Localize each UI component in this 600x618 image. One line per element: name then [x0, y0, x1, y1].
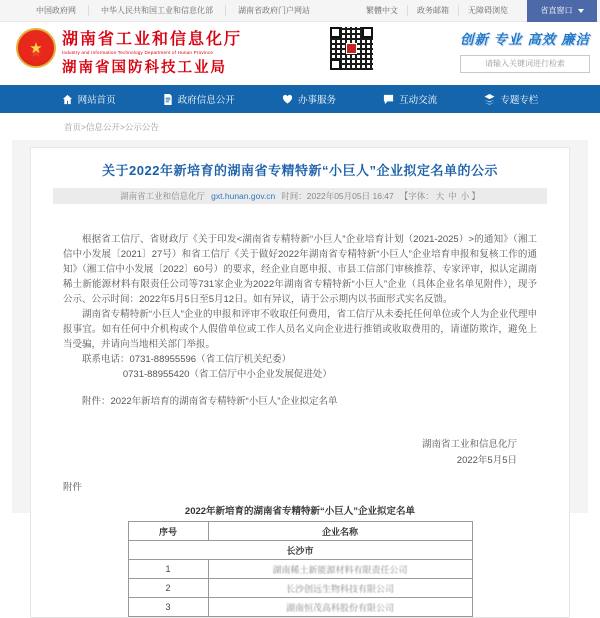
- table-group-row: [128, 541, 472, 560]
- article-body: [45, 232, 555, 495]
- top-links-left: [0, 5, 322, 16]
- article-meta-bar: [53, 188, 547, 204]
- site-search: [460, 53, 590, 71]
- signature-org: 湖南省工业和信息化厅: [421, 439, 517, 450]
- nav-item-special-columns[interactable]: [484, 92, 538, 106]
- font-label: 【字体：: [399, 191, 434, 201]
- link-china-gov[interactable]: 中国政府网: [24, 5, 89, 16]
- paragraph: 根据省工信厅、省财政厅《关于印发<湖南省专精特新“小巨人”企业培育计划（2021-2025）>的通知》（湘工信中小发展〔2021〕27号）和省工信厅《关于做好2022年湖南省专精特新“小巨人”企业培育申报和复核工作的通知》（湘工信中小发展〔2022〕60号）的要求，经企业自愿申报、市县工信部门审核推荐、专家评审，拟认定湖南稀土新能源材料有限责任公司等731家企业为2022年湖南省专精特新“小巨人”企业（具体企业名单见附件），现予公示、公示时间：2022年5月5日至5月12日。如有异议，请于公示期内以书面形式实名反馈。: [63, 234, 537, 305]
- row-no: 2: [128, 579, 208, 598]
- link-hunan-portal[interactable]: 湖南省政府门户网站: [238, 6, 310, 15]
- table-header-row: [128, 522, 472, 541]
- link-traditional-chinese[interactable]: 繁體中文: [366, 6, 398, 15]
- attachment-line[interactable]: 附件：2022年新培育的湖南省专精特新“小巨人”企业拟定名单: [82, 396, 338, 407]
- org-name-en: Industry and Information Technology Department of Hunan Province: [62, 50, 214, 55]
- row-no: 3: [128, 598, 208, 617]
- company-name: 长沙创远生物科技有限公司: [208, 579, 472, 598]
- meta-time: 时间：2022年05月05日 16:47: [281, 191, 394, 201]
- link-gov-mailbox[interactable]: 政务邮箱: [407, 5, 458, 16]
- nav-item-home[interactable]: [62, 92, 116, 106]
- contact-phone-2: 0731-88955420（省工信厅中小企业发展促进处）: [122, 369, 332, 380]
- layers-icon: [484, 94, 495, 105]
- top-links-right: [357, 0, 600, 22]
- slogan-word: 创新: [460, 32, 489, 47]
- group-city: 长沙市: [128, 541, 472, 560]
- nav-label: 互动交流: [399, 95, 438, 106]
- signature-date: 2022年5月5日: [456, 455, 517, 466]
- page-title: 关于2022年新培育的湖南省专精特新“小巨人”企业拟定名单的公示: [102, 163, 498, 178]
- contact-phone-1: 联系电话：0731-88955596（省工信厅机关纪委）: [82, 354, 292, 365]
- org-title-block: [62, 26, 242, 77]
- qr-code: [330, 27, 373, 70]
- site-header: [0, 22, 600, 85]
- table-row: [128, 579, 472, 598]
- chevron-down-icon: [578, 9, 584, 13]
- font-size-medium[interactable]: 中: [448, 191, 457, 201]
- nav-label: 网站首页: [77, 95, 116, 106]
- provincial-portal-button[interactable]: [527, 0, 597, 22]
- link-miit[interactable]: 中华人民共和国工业和信息化部: [89, 5, 226, 16]
- slogan-word: 专业: [493, 32, 523, 47]
- nav-item-interaction[interactable]: [383, 92, 437, 106]
- article-card: [30, 147, 570, 618]
- slogan-row: [460, 28, 590, 48]
- portal-button-label: 省直窗口: [540, 6, 573, 15]
- chat-icon: [383, 94, 394, 105]
- col-header-company: 企业名称: [208, 522, 472, 541]
- company-name: 湖南稀土新能源材料有限责任公司: [208, 560, 472, 579]
- attachment-label: 附件: [63, 482, 83, 493]
- top-utility-bar: [0, 0, 600, 22]
- slogan-word: 高效: [527, 32, 557, 47]
- font-size-small[interactable]: 小: [460, 191, 470, 201]
- org-name-cn: 湖南省工业和信息化厅: [62, 31, 243, 48]
- table-title: 2022年新培育的湖南省专精特新“小巨人”企业拟定名单: [184, 506, 416, 517]
- font-size-large[interactable]: 大: [435, 191, 445, 201]
- row-no: 1: [128, 560, 208, 579]
- national-emblem-icon: ★: [16, 28, 56, 68]
- breadcrumb[interactable]: 首页>信息公开>公示公告: [64, 121, 159, 132]
- search-input[interactable]: [460, 55, 590, 73]
- font-label-end: 】: [471, 191, 480, 201]
- nav-label: 政府信息公开: [177, 95, 235, 106]
- company-list-table: [128, 521, 473, 617]
- table-row: [128, 598, 472, 617]
- org-name2-cn: 湖南省国防科技工业局: [62, 60, 227, 76]
- meta-site-url: gxt.hunan.gov.cn: [211, 191, 276, 201]
- breadcrumb-row: [0, 113, 600, 140]
- nav-label: 专题专栏: [500, 95, 539, 106]
- link-accessibility[interactable]: 无障碍浏览: [458, 5, 517, 16]
- table-row: [128, 560, 472, 579]
- nav-item-gov-info[interactable]: [163, 92, 235, 106]
- col-header-no: 序号: [128, 522, 208, 541]
- company-name: 湖南恒茂高科股份有限公司: [208, 598, 472, 617]
- nav-label: 办事服务: [297, 95, 336, 106]
- nav-item-services[interactable]: [282, 92, 336, 106]
- document-icon: [163, 94, 173, 105]
- main-nav: [0, 85, 600, 113]
- service-heart-icon: [282, 94, 293, 105]
- meta-source: 湖南省工业和信息化厅: [120, 191, 206, 201]
- signature-block: [63, 437, 537, 469]
- content-background: [12, 140, 588, 613]
- paragraph: 湖南省专精特新“小巨人”企业的申报和评审不收取任何费用，省工信厅从未委托任何单位或个人为企业代理申报事宜。如有任何中介机构或个人假借单位或工作人员名义向企业进行推销或收取费用的，请谨防欺诈，避免上当受骗，并请向当地相关部门举报。: [63, 309, 537, 350]
- slogan-word: 廉洁: [560, 32, 590, 47]
- font-size-controls: [400, 190, 480, 202]
- home-icon: [62, 94, 73, 105]
- qr-center-logo: [346, 43, 357, 54]
